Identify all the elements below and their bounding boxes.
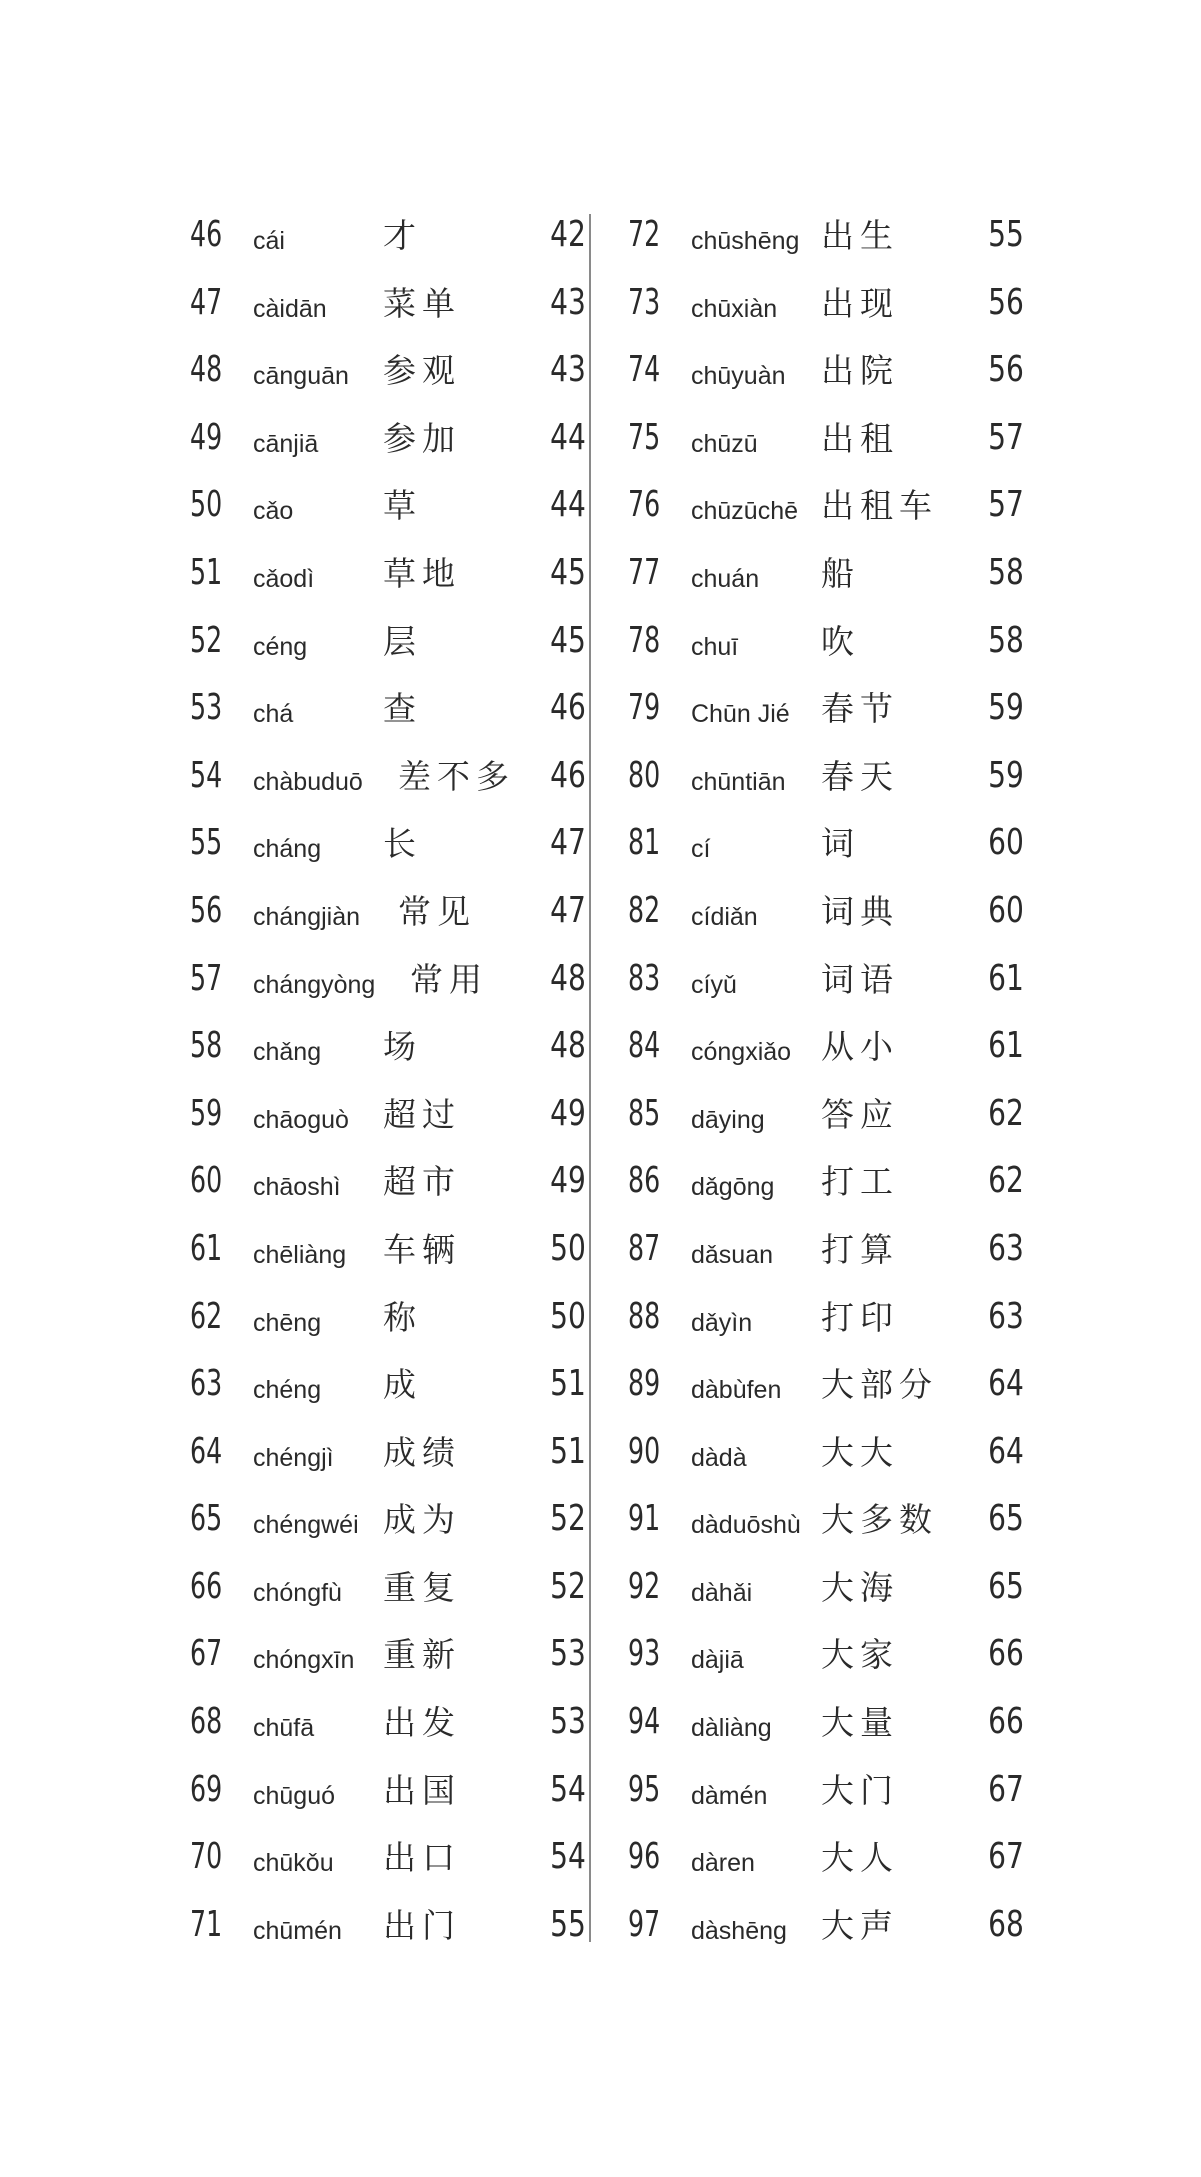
entry-page-number: 43	[550, 349, 586, 391]
index-entry	[628, 948, 1024, 1016]
entry-pinyin: dàduōshù	[691, 1511, 801, 1540]
entry-hanzi: 成绩	[383, 1432, 461, 1472]
entry-number: 88	[628, 1295, 661, 1337]
entry-number: 83	[628, 957, 661, 999]
entry-number: 77	[628, 551, 661, 593]
index-entry	[628, 1083, 1024, 1151]
entry-page-number: 52	[550, 1498, 586, 1540]
entry-hanzi: 成	[383, 1365, 422, 1405]
entry-pinyin: chángjiàn	[253, 902, 361, 931]
entry-page-number: 57	[988, 484, 1024, 526]
entry-number: 97	[628, 1903, 661, 1945]
entry-hanzi: 打工	[821, 1162, 899, 1202]
entry-page-number: 53	[550, 1701, 586, 1743]
entry-page-number: 44	[550, 484, 586, 526]
entry-number: 87	[628, 1227, 661, 1269]
entry-pinyin: chūmén	[253, 1916, 342, 1945]
entry-hanzi: 重新	[383, 1635, 461, 1675]
entry-number: 67	[190, 1633, 223, 1675]
entry-page-number: 47	[550, 822, 586, 864]
entry-hanzi: 常用	[410, 959, 488, 999]
entry-number: 70	[190, 1836, 223, 1878]
entry-page-number: 58	[988, 619, 1024, 661]
entry-pinyin: chángyòng	[253, 970, 376, 999]
index-entry	[190, 948, 586, 1016]
entry-pinyin: dàhǎi	[691, 1578, 753, 1607]
index-entry	[628, 745, 1024, 813]
entry-pinyin: dǎgōng	[691, 1173, 775, 1202]
entry-pinyin: chūfā	[253, 1714, 315, 1743]
index-entry	[628, 610, 1024, 678]
entry-hanzi: 大声	[821, 1905, 899, 1945]
entry-page-number: 66	[988, 1701, 1024, 1743]
index-entry	[628, 1623, 1024, 1691]
entry-number: 78	[628, 619, 661, 661]
entry-hanzi: 出租	[821, 418, 899, 458]
index-entry	[628, 1353, 1024, 1421]
index-entry	[628, 407, 1024, 475]
entry-hanzi: 车辆	[383, 1229, 461, 1269]
index-entry	[190, 1353, 586, 1421]
entry-page-number: 51	[550, 1430, 586, 1472]
entry-page-number: 51	[550, 1363, 586, 1405]
entry-page-number: 59	[988, 687, 1024, 729]
entry-pinyin: chāoguò	[253, 1105, 349, 1134]
entry-hanzi: 草地	[383, 553, 461, 593]
entry-hanzi: 大门	[821, 1770, 899, 1810]
entry-pinyin: cídiǎn	[691, 902, 758, 931]
entry-hanzi: 出现	[821, 283, 899, 323]
index-entry	[190, 1015, 586, 1083]
column-divider	[589, 214, 591, 1942]
entry-number: 48	[190, 349, 223, 391]
index-entry	[628, 542, 1024, 610]
entry-number: 85	[628, 1092, 661, 1134]
index-entry	[628, 1218, 1024, 1286]
index-entry	[190, 1759, 586, 1827]
entry-pinyin: dàliàng	[691, 1714, 772, 1743]
index-entry	[628, 204, 1024, 272]
entry-number: 52	[190, 619, 223, 661]
entry-page-number: 64	[988, 1363, 1024, 1405]
index-entry	[190, 542, 586, 610]
entry-hanzi: 菜单	[383, 283, 461, 323]
entry-hanzi: 出口	[383, 1838, 461, 1878]
entry-hanzi: 词语	[821, 959, 899, 999]
entry-hanzi: 打印	[821, 1297, 899, 1337]
entry-page-number: 58	[988, 551, 1024, 593]
index-entry	[190, 1150, 586, 1218]
entry-page-number: 49	[550, 1160, 586, 1202]
entry-page-number: 62	[988, 1092, 1024, 1134]
entry-page-number: 62	[988, 1160, 1024, 1202]
entry-pinyin: chéngjì	[253, 1443, 334, 1472]
entry-hanzi: 称	[383, 1297, 422, 1337]
index-entry	[628, 272, 1024, 340]
index-entry	[190, 1894, 586, 1962]
entry-number: 80	[628, 754, 661, 796]
entry-number: 46	[190, 214, 223, 255]
entry-pinyin: dàjiā	[691, 1646, 744, 1675]
index-entry	[628, 1556, 1024, 1624]
entry-page-number: 48	[550, 957, 586, 999]
entry-page-number: 53	[550, 1633, 586, 1675]
entry-pinyin: dàbùfen	[691, 1376, 782, 1405]
index-entry	[628, 812, 1024, 880]
index-entry	[190, 407, 586, 475]
entry-hanzi: 查	[383, 689, 422, 729]
entry-pinyin: chá	[253, 700, 294, 729]
entry-number: 93	[628, 1633, 661, 1675]
entry-number: 89	[628, 1363, 661, 1405]
entry-number: 59	[190, 1092, 223, 1134]
entry-page-number: 65	[988, 1498, 1024, 1540]
entry-page-number: 67	[988, 1768, 1024, 1810]
entry-number: 95	[628, 1768, 661, 1810]
entry-page-number: 46	[550, 687, 586, 729]
entry-page-number: 55	[988, 214, 1024, 255]
entry-pinyin: cíyǔ	[691, 970, 737, 999]
entry-page-number: 55	[550, 1903, 586, 1945]
entry-page-number: 68	[988, 1903, 1024, 1945]
entry-number: 57	[190, 957, 223, 999]
entry-hanzi: 超市	[383, 1162, 461, 1202]
index-entry	[628, 1894, 1024, 1962]
entry-page-number: 56	[988, 349, 1024, 391]
entry-hanzi: 大家	[821, 1635, 899, 1675]
entry-hanzi: 参加	[383, 418, 461, 458]
entry-number: 62	[190, 1295, 223, 1337]
entry-page-number: 65	[988, 1565, 1024, 1607]
index-column-left	[190, 204, 586, 1961]
index-entry	[190, 677, 586, 745]
entry-page-number: 63	[988, 1295, 1024, 1337]
entry-number: 64	[190, 1430, 223, 1472]
entry-page-number: 45	[550, 619, 586, 661]
entry-pinyin: dàmén	[691, 1781, 768, 1810]
entry-page-number: 46	[550, 754, 586, 796]
index-entry	[190, 1556, 586, 1624]
entry-page-number: 56	[988, 281, 1024, 323]
entry-page-number: 47	[550, 889, 586, 931]
entry-pinyin: chóngxīn	[253, 1646, 355, 1675]
entry-page-number: 57	[988, 416, 1024, 458]
index-entry	[190, 610, 586, 678]
entry-hanzi: 吹	[821, 621, 860, 661]
entry-number: 81	[628, 822, 661, 864]
entry-pinyin: chūshēng	[691, 227, 800, 255]
entry-number: 82	[628, 889, 661, 931]
entry-page-number: 61	[988, 957, 1024, 999]
index-entry	[628, 1286, 1024, 1354]
entry-pinyin: chūxiàn	[691, 294, 778, 323]
entry-hanzi: 长	[383, 824, 422, 864]
entry-number: 90	[628, 1430, 661, 1472]
entry-page-number: 59	[988, 754, 1024, 796]
entry-pinyin: cānjiā	[253, 429, 319, 458]
entry-hanzi: 词	[821, 824, 860, 864]
entry-pinyin: chéng	[253, 1376, 322, 1405]
entry-hanzi: 大人	[821, 1838, 899, 1878]
index-entry	[190, 339, 586, 407]
entry-page-number: 61	[988, 1025, 1024, 1067]
entry-number: 55	[190, 822, 223, 864]
entry-page-number: 42	[550, 214, 586, 255]
entry-pinyin: chóngfù	[253, 1578, 342, 1607]
entry-number: 66	[190, 1565, 223, 1607]
index-entry	[628, 339, 1024, 407]
entry-pinyin: cí	[691, 835, 711, 864]
entry-hanzi: 出发	[383, 1703, 461, 1743]
entry-hanzi: 大大	[821, 1432, 899, 1472]
entry-pinyin: dàshēng	[691, 1916, 787, 1945]
index-entry	[628, 880, 1024, 948]
entry-page-number: 44	[550, 416, 586, 458]
entry-hanzi: 大多数	[821, 1500, 938, 1540]
index-entry	[628, 1421, 1024, 1489]
entry-number: 56	[190, 889, 223, 931]
index-entry	[190, 1488, 586, 1556]
entry-number: 94	[628, 1701, 661, 1743]
index-entry	[628, 677, 1024, 745]
entry-pinyin: chūzūchē	[691, 497, 799, 526]
entry-number: 65	[190, 1498, 223, 1540]
entry-hanzi: 出院	[821, 351, 899, 391]
entry-pinyin: dàdà	[691, 1443, 747, 1472]
entry-page-number: 50	[550, 1295, 586, 1337]
index-entry	[628, 1015, 1024, 1083]
entry-number: 74	[628, 349, 661, 391]
index-entry	[190, 1421, 586, 1489]
entry-pinyin: chuī	[691, 632, 739, 661]
entry-number: 69	[190, 1768, 223, 1810]
entry-number: 47	[190, 281, 223, 323]
entry-number: 61	[190, 1227, 223, 1269]
entry-pinyin: dǎsuan	[691, 1240, 774, 1269]
entry-pinyin: dāying	[691, 1105, 765, 1134]
entry-hanzi: 出国	[383, 1770, 461, 1810]
entry-pinyin: dǎyìn	[691, 1308, 753, 1337]
entry-page-number: 66	[988, 1633, 1024, 1675]
entry-hanzi: 词典	[821, 891, 899, 931]
entry-page-number: 60	[988, 822, 1024, 864]
entry-number: 53	[190, 687, 223, 729]
entry-pinyin: cǎo	[253, 497, 294, 526]
entry-hanzi: 从小	[821, 1027, 899, 1067]
entry-pinyin: chūntiān	[691, 767, 786, 796]
index-entry	[628, 1759, 1024, 1827]
entry-number: 79	[628, 687, 661, 729]
entry-hanzi: 春节	[821, 689, 899, 729]
entry-number: 84	[628, 1025, 661, 1067]
entry-number: 72	[628, 214, 661, 255]
entry-number: 60	[190, 1160, 223, 1202]
entry-hanzi: 打算	[821, 1229, 899, 1269]
entry-pinyin: chāoshì	[253, 1173, 341, 1202]
entry-pinyin: céng	[253, 632, 308, 661]
entry-pinyin: chuán	[691, 564, 760, 593]
entry-number: 75	[628, 416, 661, 458]
entry-hanzi: 出生	[821, 216, 899, 255]
index-entry	[190, 880, 586, 948]
entry-page-number: 48	[550, 1025, 586, 1067]
entry-number: 68	[190, 1701, 223, 1743]
entry-pinyin: cóngxiǎo	[691, 1038, 792, 1067]
entry-pinyin: cái	[253, 227, 285, 255]
entry-hanzi: 出门	[383, 1905, 461, 1945]
entry-number: 71	[190, 1903, 223, 1945]
entry-pinyin: càidān	[253, 294, 327, 323]
entry-hanzi: 答应	[821, 1094, 899, 1134]
entry-page-number: 50	[550, 1227, 586, 1269]
entry-page-number: 64	[988, 1430, 1024, 1472]
entry-pinyin: chūzū	[691, 429, 758, 458]
index-entry	[190, 1691, 586, 1759]
index-entry	[190, 1083, 586, 1151]
entry-number: 76	[628, 484, 661, 526]
entry-page-number: 45	[550, 551, 586, 593]
entry-number: 96	[628, 1836, 661, 1878]
entry-page-number: 67	[988, 1836, 1024, 1878]
index-entry	[628, 1691, 1024, 1759]
index-entry	[628, 474, 1024, 542]
entry-pinyin: cānguān	[253, 362, 349, 391]
entry-hanzi: 层	[383, 621, 422, 661]
entry-page-number: 54	[550, 1768, 586, 1810]
entry-number: 86	[628, 1160, 661, 1202]
index-entry	[190, 474, 586, 542]
entry-hanzi: 船	[821, 553, 860, 593]
entry-hanzi: 常见	[398, 891, 476, 931]
entry-hanzi: 成为	[383, 1500, 461, 1540]
entry-hanzi: 差不多	[398, 756, 515, 796]
entry-pinyin: cháng	[253, 835, 322, 864]
entry-pinyin: chūguó	[253, 1781, 336, 1810]
entry-number: 50	[190, 484, 223, 526]
entry-number: 63	[190, 1363, 223, 1405]
entry-pinyin: chéngwéi	[253, 1511, 359, 1540]
index-entry	[190, 745, 586, 813]
entry-pinyin: cǎodì	[253, 564, 315, 593]
index-entry	[628, 1488, 1024, 1556]
entry-hanzi: 场	[383, 1027, 422, 1067]
index-entry	[190, 1826, 586, 1894]
entry-number: 92	[628, 1565, 661, 1607]
index-entry	[628, 1826, 1024, 1894]
entry-pinyin: chūyuàn	[691, 362, 786, 391]
entry-page-number: 63	[988, 1227, 1024, 1269]
entry-pinyin: chǎng	[253, 1038, 322, 1067]
index-entry	[190, 1623, 586, 1691]
entry-hanzi: 大部分	[821, 1365, 938, 1405]
entry-number: 58	[190, 1025, 223, 1067]
entry-hanzi: 参观	[383, 351, 461, 391]
entry-hanzi: 大海	[821, 1567, 899, 1607]
index-entry	[190, 272, 586, 340]
entry-pinyin: chàbuduō	[253, 767, 363, 796]
entry-pinyin: chēliàng	[253, 1240, 347, 1269]
index-entry	[190, 1286, 586, 1354]
entry-page-number: 49	[550, 1092, 586, 1134]
entry-number: 51	[190, 551, 223, 593]
entry-hanzi: 大量	[821, 1703, 899, 1743]
entry-page-number: 52	[550, 1565, 586, 1607]
entry-number: 54	[190, 754, 223, 796]
entry-page-number: 54	[550, 1836, 586, 1878]
entry-pinyin: dàren	[691, 1849, 755, 1878]
entry-page-number: 43	[550, 281, 586, 323]
entry-pinyin: Chūn Jié	[691, 700, 790, 729]
entry-hanzi: 草	[383, 486, 422, 526]
index-entry	[190, 812, 586, 880]
index-entry	[190, 204, 586, 272]
entry-hanzi: 才	[383, 216, 422, 255]
entry-hanzi: 春天	[821, 756, 899, 796]
entry-page-number: 60	[988, 889, 1024, 931]
entry-number: 91	[628, 1498, 661, 1540]
entry-pinyin: chūkǒu	[253, 1849, 334, 1878]
entry-number: 73	[628, 281, 661, 323]
entry-number: 49	[190, 416, 223, 458]
entry-pinyin: chēng	[253, 1308, 322, 1337]
entry-hanzi: 重复	[383, 1567, 461, 1607]
index-entry	[628, 1150, 1024, 1218]
index-column-right	[628, 204, 1024, 1961]
index-entry	[190, 1218, 586, 1286]
entry-hanzi: 超过	[383, 1094, 461, 1134]
entry-hanzi: 出租车	[821, 486, 938, 526]
